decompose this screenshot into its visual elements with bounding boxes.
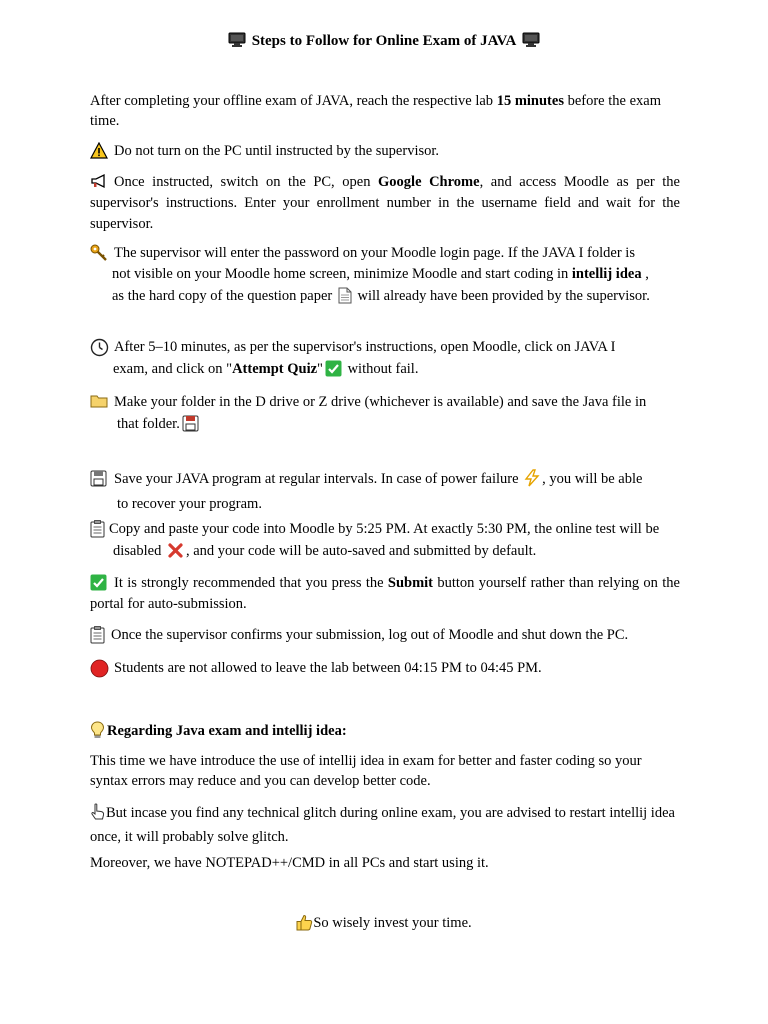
list-item: Save your JAVA program at regular intervals. In case of power failure , you will be able to recover your program. bbox=[90, 469, 680, 515]
monitor-icon bbox=[522, 32, 540, 54]
lightbulb-icon bbox=[90, 721, 105, 745]
thumbs-up-icon bbox=[296, 914, 313, 937]
java-paragraph-1: This time we have introduce the use of intellij idea in exam for better and faster coding so your syntax errors may reduce and you can develop better code. bbox=[90, 753, 642, 789]
pointing-hand-icon bbox=[90, 803, 106, 827]
cross-icon bbox=[167, 542, 184, 566]
clipboard-icon bbox=[90, 520, 110, 540]
list-item: It is strongly recommended that you press the Submit button yourself rather than relying on the portal for auto-submission. bbox=[90, 575, 680, 612]
page-icon bbox=[338, 287, 352, 311]
key-icon bbox=[90, 244, 110, 264]
monitor-icon bbox=[228, 32, 246, 54]
warning-icon bbox=[90, 142, 110, 162]
list-item: Copy and paste your code into Moodle by 5:25 PM. At exactly 5:30 PM, the online test will be disabled , and your code will be auto-saved and submitted by default. bbox=[90, 519, 685, 566]
title-text: Steps to Follow for Online Exam of JAVA bbox=[251, 33, 517, 49]
list-item: Do not turn on the PC until instructed by the supervisor. bbox=[90, 141, 680, 162]
folder-icon bbox=[90, 393, 110, 413]
intro-paragraph: After completing your offline exam of JAVA, reach the respective lab 15 minutes before the exam time. bbox=[90, 93, 661, 129]
java-paragraph-2: But incase you find any technical glitch during online exam, you are advised to restart intellij idea once, it will probably solve glitch. bbox=[90, 805, 675, 845]
java-paragraph-3: Moreover, we have NOTEPAD++/CMD in all PCs and start using it. bbox=[90, 855, 489, 871]
floppy-icon bbox=[90, 470, 110, 490]
clipboard-icon bbox=[90, 626, 110, 646]
section-heading: Regarding Java exam and intellij idea: bbox=[90, 721, 680, 745]
list-item: The supervisor will enter the password on your Moodle login page. If the JAVA I folder is not visible on your Moodle home screen, minimize Moodle and start coding in intellij idea , as the hard copy of the question paper will already have been provided by the supervisor. bbox=[90, 243, 690, 311]
list-item: Once instructed, switch on the PC, open Google Chrome, and access Moodle as per the supervisor's instructions. Enter your enrollment number in the username field and wait for the supervisor. bbox=[90, 174, 680, 232]
list-item: After 5–10 minutes, as per the supervisor's instructions, open Moodle, click on JAVA I exam, and click on "Attempt Quiz" without fail. bbox=[90, 337, 680, 384]
closing-line: So wisely invest your time. bbox=[0, 913, 768, 937]
intro-bold: 15 minutes bbox=[496, 93, 564, 109]
check-icon bbox=[90, 574, 110, 594]
megaphone-icon bbox=[90, 173, 110, 193]
red-circle-icon bbox=[90, 659, 110, 679]
floppy-icon bbox=[182, 415, 199, 439]
lightning-icon bbox=[524, 469, 540, 494]
list-item: Once the supervisor confirms your submission, log out of Moodle and shut down the PC. bbox=[90, 625, 680, 646]
list-item: Make your folder in the D drive or Z drive (whichever is available) and save the Java file in that folder. bbox=[90, 392, 680, 439]
list-item: Students are not allowed to leave the lab between 04:15 PM to 04:45 PM. bbox=[90, 658, 680, 679]
page-title bbox=[0, 31, 768, 54]
check-icon bbox=[325, 360, 342, 384]
clock-icon bbox=[90, 338, 110, 358]
